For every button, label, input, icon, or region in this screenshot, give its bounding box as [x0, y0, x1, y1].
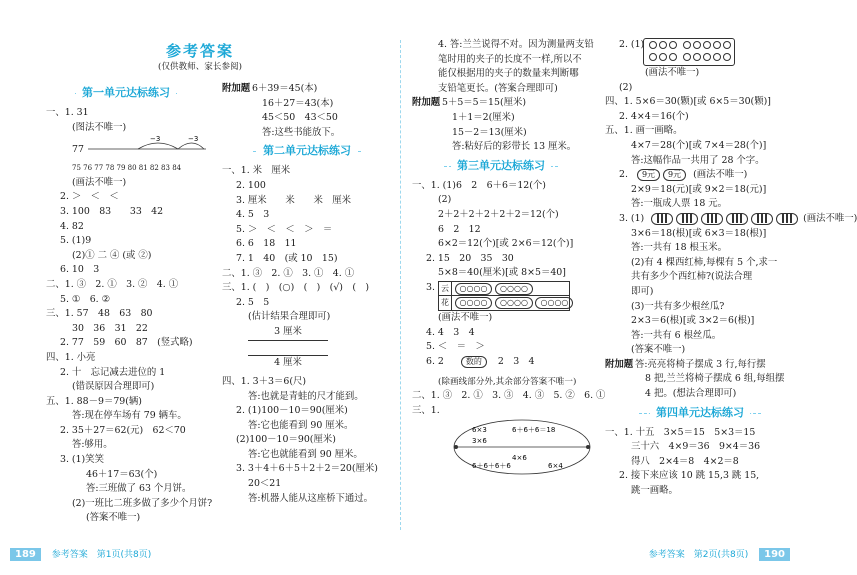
answer-line: 五、1. 画一画略。: [605, 125, 683, 137]
answer-line: 四、1. 小亮: [46, 351, 96, 363]
answer-line: 7. 1 40 (或 10 15): [236, 252, 338, 264]
left-page: [0, 0, 400, 575]
section-heading-unit1: 第一单元达标练习: [46, 85, 206, 101]
extra-label: 附加题: [412, 97, 441, 109]
answer-line: (2)有 4 棵西红柿,每棵有 5 个,求一: [631, 256, 778, 268]
answer-line: 4 把。(想法合理即可): [645, 388, 737, 400]
answer-line: 答:够用。: [72, 439, 113, 451]
number-line-ticks: 75 76 77 78 79 80 81 82 83 84: [72, 164, 182, 173]
answer-line: 4×7＝28(个)[或 7×4＝28(个)]: [631, 139, 767, 151]
answer-line: 6×2＝12(个)[或 2×6＝12(个)]: [438, 238, 574, 250]
answer-line: 答:也就是青蛙的尺才能到。: [248, 390, 364, 402]
answer-line: 5. (1)9: [60, 235, 92, 247]
answer-line: 二、1. ③ 2. ① 3. ② 4. ①: [46, 278, 179, 290]
answer-line: 能仅根据用的夹子的数量来判断哪: [438, 68, 579, 80]
answer-line: 30 36 31 22: [72, 322, 148, 334]
answer-line: 跳一画略。: [631, 485, 678, 497]
answer-line: 三、1.: [412, 404, 440, 416]
answer-line: 2×9＝18(元)[或 9×2＝18(元)]: [631, 183, 767, 195]
bead-box-figure: 2. (1): [605, 38, 795, 66]
answer-line: 2. 4×4＝16(个): [619, 110, 689, 122]
answer-line: 共有多少个西红柿?(说法合理: [631, 271, 753, 283]
answer-line: 答:亮亮将椅子摆成 3 行,每行摆: [635, 358, 766, 370]
answer-line: 答:现在停车场有 79 辆车。: [72, 410, 187, 422]
page-subtitle: (仅供教师、家长参阅): [157, 62, 243, 72]
answer-line: 答:一共有 18 根玉米。: [631, 242, 728, 254]
answer-line: 6 2 12: [438, 223, 481, 235]
answer-line: 5×8＝40(厘米)[或 8×5＝40]: [438, 267, 566, 279]
arc-label: −3: [188, 135, 199, 144]
answer-line: 3. 3＋4＋6＋5＋2＋2＝20(厘米): [236, 463, 378, 475]
answer-line: 4. 5 3: [236, 209, 270, 221]
left-footer: [10, 547, 159, 561]
answer-line: 6＋39＝45(本): [252, 83, 318, 94]
answer-line: 4. 答:兰兰说得不对。因为测量两支铅: [438, 39, 594, 50]
price-oval: 9元: [663, 169, 686, 181]
page-number: 190: [759, 548, 790, 561]
answer-line: 6. 10 3: [60, 264, 100, 276]
answer-line: (图法不唯一): [72, 121, 127, 133]
answer-line: 答:粘好后的彩带长 13 厘米。: [452, 141, 577, 153]
column-4: [605, 38, 857, 499]
answer-line: (画法不唯一): [72, 176, 127, 188]
answer-line: 2. 35＋27＝62(元) 62＜70: [60, 424, 186, 436]
answer-line: 5. ＞ ＜ ＜ ＞ ＝: [236, 223, 333, 235]
line-segment-figure: [222, 355, 392, 375]
column-3: [412, 38, 606, 476]
answer-line: (2)100－10＝90(厘米): [236, 434, 336, 446]
line-segment-figure: [222, 325, 392, 353]
answer-line: 2. 15 20 35 30: [426, 252, 514, 264]
answer-line: 一、1. 十五 3×5＝15 5×3＝15: [605, 426, 756, 438]
answer-line: 45＜50 43＜50: [262, 112, 338, 124]
answer-line: 8 把,兰兰将椅子摆成 6 组,每组摆: [645, 373, 785, 385]
answer-line: 即可): [631, 285, 654, 297]
answer-line: 2. 100: [236, 179, 266, 191]
segment-label: 3 厘米: [248, 325, 328, 341]
answer-line: 答:机器人能从这座桥下通过。: [248, 492, 374, 504]
answer-line: 答:一共有 6 根丝瓜。: [631, 329, 722, 341]
answer-line: (错误原因合理即可): [72, 381, 155, 393]
stick-figure: 3. (1) (画法不唯一): [619, 212, 857, 224]
answer-line: (答案不唯一): [631, 344, 686, 356]
multiplication-diagram: [452, 418, 592, 476]
answer-line: 二、1. ③ 2. ① 3. ③ 4. ③ 5. ② 6. ①: [412, 390, 606, 402]
column-1: [46, 82, 213, 526]
answer-line: 答:这幅作品一共用了 28 个字。: [631, 154, 765, 166]
answer-line: 一、1. 米 厘米: [222, 165, 291, 177]
answer-line: 16＋27＝43(本): [262, 97, 334, 109]
answer-line: (除画线部分外,其余部分答案不唯一): [438, 376, 577, 387]
bead-table: 云 ○○○○ ○○○○ 花 ○○○○ ○○○○ ○○○○: [438, 281, 570, 311]
answer-line: (2)一班比二班多做了多少个月饼?: [72, 497, 213, 509]
answer-line: 答:它也就能看到 90 厘米。: [248, 448, 363, 460]
answer-line: 四、1. 5×6＝30(颗)[或 6×5＝30(颗)]: [605, 96, 771, 108]
answer-line: (2): [619, 81, 633, 93]
balloon-numbers: 2 3 4: [497, 355, 535, 367]
answer-line: (2)① 二 ④ (或 ②): [72, 249, 152, 261]
footer-text: 参考答案 第2页(共8页): [648, 550, 749, 560]
column-2: [222, 82, 392, 506]
diagram-label: 6×3: [472, 426, 487, 435]
diagram-label: 4×6: [512, 454, 527, 463]
answer-line: (画法不唯一): [645, 67, 700, 78]
oval-figure: 2. 9元 9元 (画法不唯一): [619, 169, 748, 181]
answer-line: 答:三班做了 63 个月饼。: [86, 483, 192, 495]
answer-line: 5＋5＝5＝15(厘米): [442, 97, 527, 109]
page-title: 参考答案: [165, 42, 234, 60]
balloon-answer: 6. 2 数的 2 3 4: [426, 355, 535, 367]
answer-line: 3×6＝18(根)[或 6×3＝18(根)]: [631, 227, 767, 239]
answer-line: 2. 十 忘记减去进位的 1: [60, 366, 166, 378]
answer-line: 三、1. ( ) (○) ( ) (√) ( ): [222, 282, 370, 294]
answer-line: 答:这些书能放下。: [262, 126, 341, 138]
answer-line: 2×3＝6(根)[或 3×2＝6(根)]: [631, 315, 755, 327]
answer-line: 3. (1)笑笑: [60, 454, 104, 466]
answer-line: 1＋1＝2(厘米): [452, 111, 515, 123]
answer-line: (2): [438, 194, 452, 206]
answer-line: (答案不唯一): [86, 512, 141, 524]
answer-line: 2. 5 5: [236, 296, 270, 308]
answer-line: 3. 厘米 米 米 厘米: [236, 194, 352, 206]
number-line: 77 −3 −3: [46, 135, 206, 161]
diagram-label: 6×4: [548, 462, 563, 471]
answer-line: 三十六 4×9＝36 9×4＝36: [631, 441, 761, 453]
answer-line: 五、1. 88－9＝79(辆): [46, 395, 142, 407]
answer-line: 15－2＝13(厘米): [452, 126, 527, 138]
answer-line: (3)一共有多少根丝瓜?: [631, 300, 725, 312]
right-footer: [641, 547, 790, 561]
answer-line: 二、1. ③ 2. ① 3. ① 4. ①: [222, 267, 355, 279]
answer-line: 三、1. 57 48 63 80: [46, 308, 153, 320]
page-number: 189: [10, 548, 41, 561]
number-line-svg: [88, 135, 208, 159]
section-heading-unit3: 第三单元达标练习: [412, 158, 590, 174]
balloon-label: 数的: [461, 356, 487, 368]
answer-line: 答:它也能看到 90 厘米。: [248, 419, 354, 431]
arc-label: −3: [150, 135, 161, 144]
answer-line: 得八 2×4＝8 4×2＝8: [631, 455, 739, 467]
bead-box: [643, 38, 735, 66]
right-page: [400, 0, 857, 575]
price-oval: 9元: [637, 169, 660, 181]
answer-line: 6. 6 18 11: [236, 238, 297, 250]
answer-line: 4. 82: [60, 220, 84, 232]
diagram-label: 3×6: [472, 437, 487, 446]
extra-label: 附加题: [605, 358, 634, 370]
bead-figure: 3. 云 ○○○○ ○○○○ 花 ○○○○ ○○○○ ○○○○: [412, 281, 590, 311]
answer-line: (估计结果合理即可): [248, 311, 331, 323]
diagram-label: 6＋6＋6＋6: [472, 462, 511, 471]
answer-line: 2. 77 59 60 87 (竖式略): [60, 337, 193, 349]
answer-line: 一、1. 31: [46, 107, 89, 118]
section-heading-unit4: 第四单元达标练习: [605, 405, 795, 421]
answer-line: 2. (1)100－10＝90(厘米): [236, 405, 348, 417]
answer-line: 四、1. 3＋3＝6(尺): [222, 375, 307, 387]
answer-line: (画法不唯一): [438, 311, 493, 323]
answer-line: 答:一瓶成人票 18 元。: [631, 198, 728, 210]
answer-line: 2. 接下来应该 10 跳 15,3 跳 15,: [619, 470, 760, 482]
extra-label: 附加题: [222, 83, 251, 94]
answer-line: 2＋2＋2＋2＋2＋2＝12(个): [438, 208, 559, 220]
answer-line: 一、1. (1)6 2 6＋6＝12(个): [412, 179, 546, 191]
section-heading-unit2: 第二单元达标练习: [222, 143, 392, 159]
diagram-label: 6＋6＋6＝18: [512, 426, 556, 435]
answer-line: 4. 4 3 4: [426, 326, 475, 338]
footer-text: 参考答案 第1页(共8页): [51, 550, 152, 560]
answer-line: 2. ＞ ＜ ＜: [60, 191, 119, 203]
segment-label: 4 厘米: [274, 356, 302, 368]
answer-line: 20＜21: [248, 478, 282, 490]
answer-line: 5. ＜ ＝ ＞: [426, 341, 485, 353]
answer-line: 笔时用的夹子的长度不一样,所以不: [438, 53, 582, 65]
answer-line: 5. ① 6. ②: [60, 293, 111, 305]
answer-line: 3. 100 83 33 42: [60, 205, 164, 217]
answer-line: 支铅笔更长。(答案合理即可): [438, 82, 558, 94]
answer-line: 46＋17＝63(个): [86, 468, 158, 480]
